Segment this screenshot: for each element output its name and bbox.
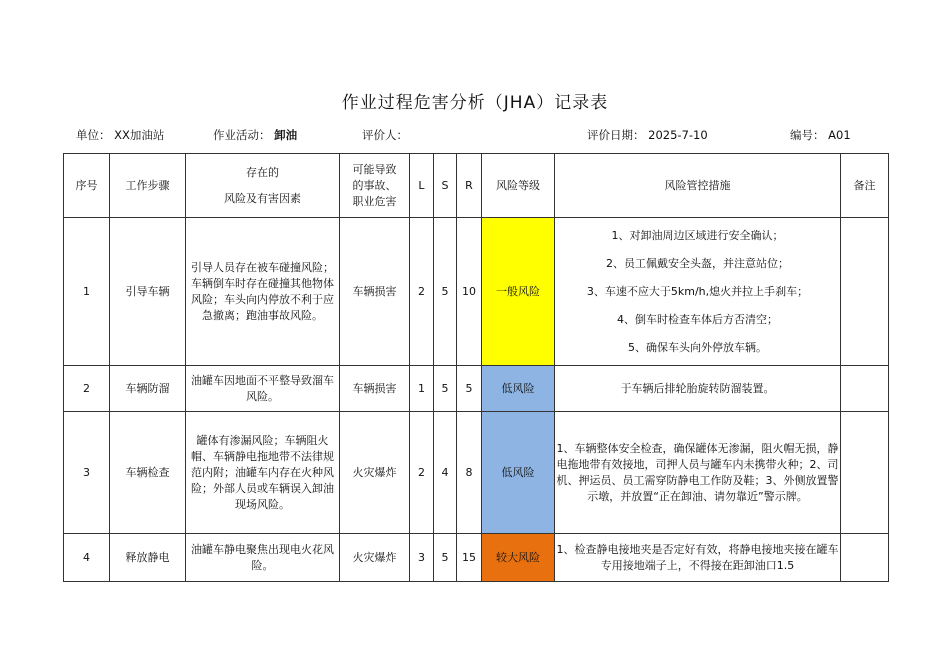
header-seq: 序号 [64, 154, 110, 218]
cell-s: 5 [434, 218, 457, 366]
header-measures: 风险管控措施 [555, 154, 841, 218]
measure-item: 1、检查静电接地夹是否定好有效，将静电接地夹接在罐车专用接地端子上，不得接在距卸油口1.5 [556, 542, 839, 572]
cell-s: 4 [434, 412, 457, 534]
meta-evaluator-label: 评价人： [362, 128, 408, 142]
meta-code [790, 127, 851, 143]
cell-risk-level: 低风险 [482, 366, 555, 412]
cell-r: 15 [457, 534, 482, 582]
measure-item: 2、员工佩戴安全头盔，并注意站位； [606, 256, 789, 270]
cell-step: 车辆检查 [110, 412, 186, 534]
header-remark: 备注 [841, 154, 889, 218]
cell-hazard: 油罐车静电聚焦出现电火花风险。 [186, 534, 340, 582]
cell-remark [841, 534, 889, 582]
measure-item: 4、倒车时检查车体后方否清空； [617, 312, 778, 326]
measure-item: 1、车辆整体安全检查，确保罐体无渗漏，阻火帽无损，静电拖地带有效接地，司押人员与罐车内未携带火种；2、司机、押运员、员工需穿防静电工作防及鞋；3、外侧放置警示墩，并放置“正在卸油、请勿靠近”警示牌。 [556, 441, 839, 503]
table-row [64, 534, 889, 582]
cell-accident: 车辆损害 [340, 366, 410, 412]
measure-item: 1、对卸油周边区域进行安全确认； [611, 228, 784, 242]
header-hazard [186, 154, 340, 218]
meta-activity-value: 卸油 [274, 128, 298, 142]
header-s: S [434, 154, 457, 218]
cell-hazard: 罐体有渗漏风险；车辆阻火帽、车辆静电拖地带不法律规范内附；油罐车内存在火种风险；外部人员或车辆误入卸油现场风险。 [186, 412, 340, 534]
measure-item: 于车辆后排轮胎旋转防溜装置。 [620, 381, 775, 395]
cell-accident: 车辆损害 [340, 218, 410, 366]
table-header-row [64, 154, 889, 218]
cell-l: 1 [410, 366, 434, 412]
cell-s: 5 [434, 366, 457, 412]
cell-seq: 4 [64, 534, 110, 582]
header-accident-line2: 的事故、 [352, 178, 397, 192]
header-hazard-line2: 风险及有害因素 [224, 191, 301, 205]
cell-s: 5 [434, 534, 457, 582]
cell-hazard: 油罐车因地面不平整导致溜车风险。 [186, 366, 340, 412]
meta-unit-value: XX加油站 [114, 128, 165, 142]
meta-activity-label: 作业活动： [213, 128, 271, 142]
measure-item: 5、确保车头向外停放车辆。 [628, 340, 767, 354]
cell-step: 释放静电 [110, 534, 186, 582]
cell-measures [555, 412, 841, 534]
cell-l: 2 [410, 412, 434, 534]
cell-r: 10 [457, 218, 482, 366]
meta-date-label: 评价日期： [587, 128, 645, 142]
table-row [64, 218, 889, 366]
cell-accident: 火灾爆炸 [340, 534, 410, 582]
meta-unit [76, 127, 164, 143]
cell-step: 车辆防溜 [110, 366, 186, 412]
cell-l: 2 [410, 218, 434, 366]
cell-step: 引导车辆 [110, 218, 186, 366]
header-level: 风险等级 [482, 154, 555, 218]
cell-seq: 2 [64, 366, 110, 412]
header-r: R [457, 154, 482, 218]
meta-code-label: 编号： [790, 128, 825, 142]
cell-risk-level: 一般风险 [482, 218, 555, 366]
meta-date [587, 127, 708, 143]
meta-date-value: 2025-7-10 [648, 128, 708, 142]
table-row [64, 412, 889, 534]
cell-hazard: 引导人员存在被车碰撞风险；车辆倒车时存在碰撞其他物体风险；车头向内停放不利于应急撤离；跑油事故风险。 [186, 218, 340, 366]
cell-r: 8 [457, 412, 482, 534]
header-step: 工作步骤 [110, 154, 186, 218]
cell-risk-level: 低风险 [482, 412, 555, 534]
meta-activity [213, 127, 297, 143]
cell-risk-level: 较大风险 [482, 534, 555, 582]
cell-accident: 火灾爆炸 [340, 412, 410, 534]
header-accident-line3: 职业危害 [352, 194, 397, 208]
cell-measures [555, 366, 841, 412]
cell-l: 3 [410, 534, 434, 582]
table-row [64, 366, 889, 412]
meta-evaluator [362, 127, 408, 143]
cell-measures [555, 218, 841, 366]
cell-measures [555, 534, 841, 582]
cell-remark [841, 412, 889, 534]
header-accident [340, 154, 410, 218]
document-title: 作业过程危害分析（JHA）记录表 [341, 93, 609, 113]
header-l: L [410, 154, 434, 218]
meta-unit-label: 单位： [76, 128, 111, 142]
header-hazard-line1: 存在的 [246, 165, 279, 179]
header-accident-line1: 可能导致 [352, 162, 397, 176]
cell-remark [841, 366, 889, 412]
cell-seq: 1 [64, 218, 110, 366]
meta-code-value: A01 [828, 128, 851, 142]
measure-item: 3、车速不应大于5km/h,熄火并拉上手刹车； [586, 284, 809, 298]
cell-remark [841, 218, 889, 366]
cell-seq: 3 [64, 412, 110, 534]
jha-table [63, 153, 889, 582]
cell-r: 5 [457, 366, 482, 412]
